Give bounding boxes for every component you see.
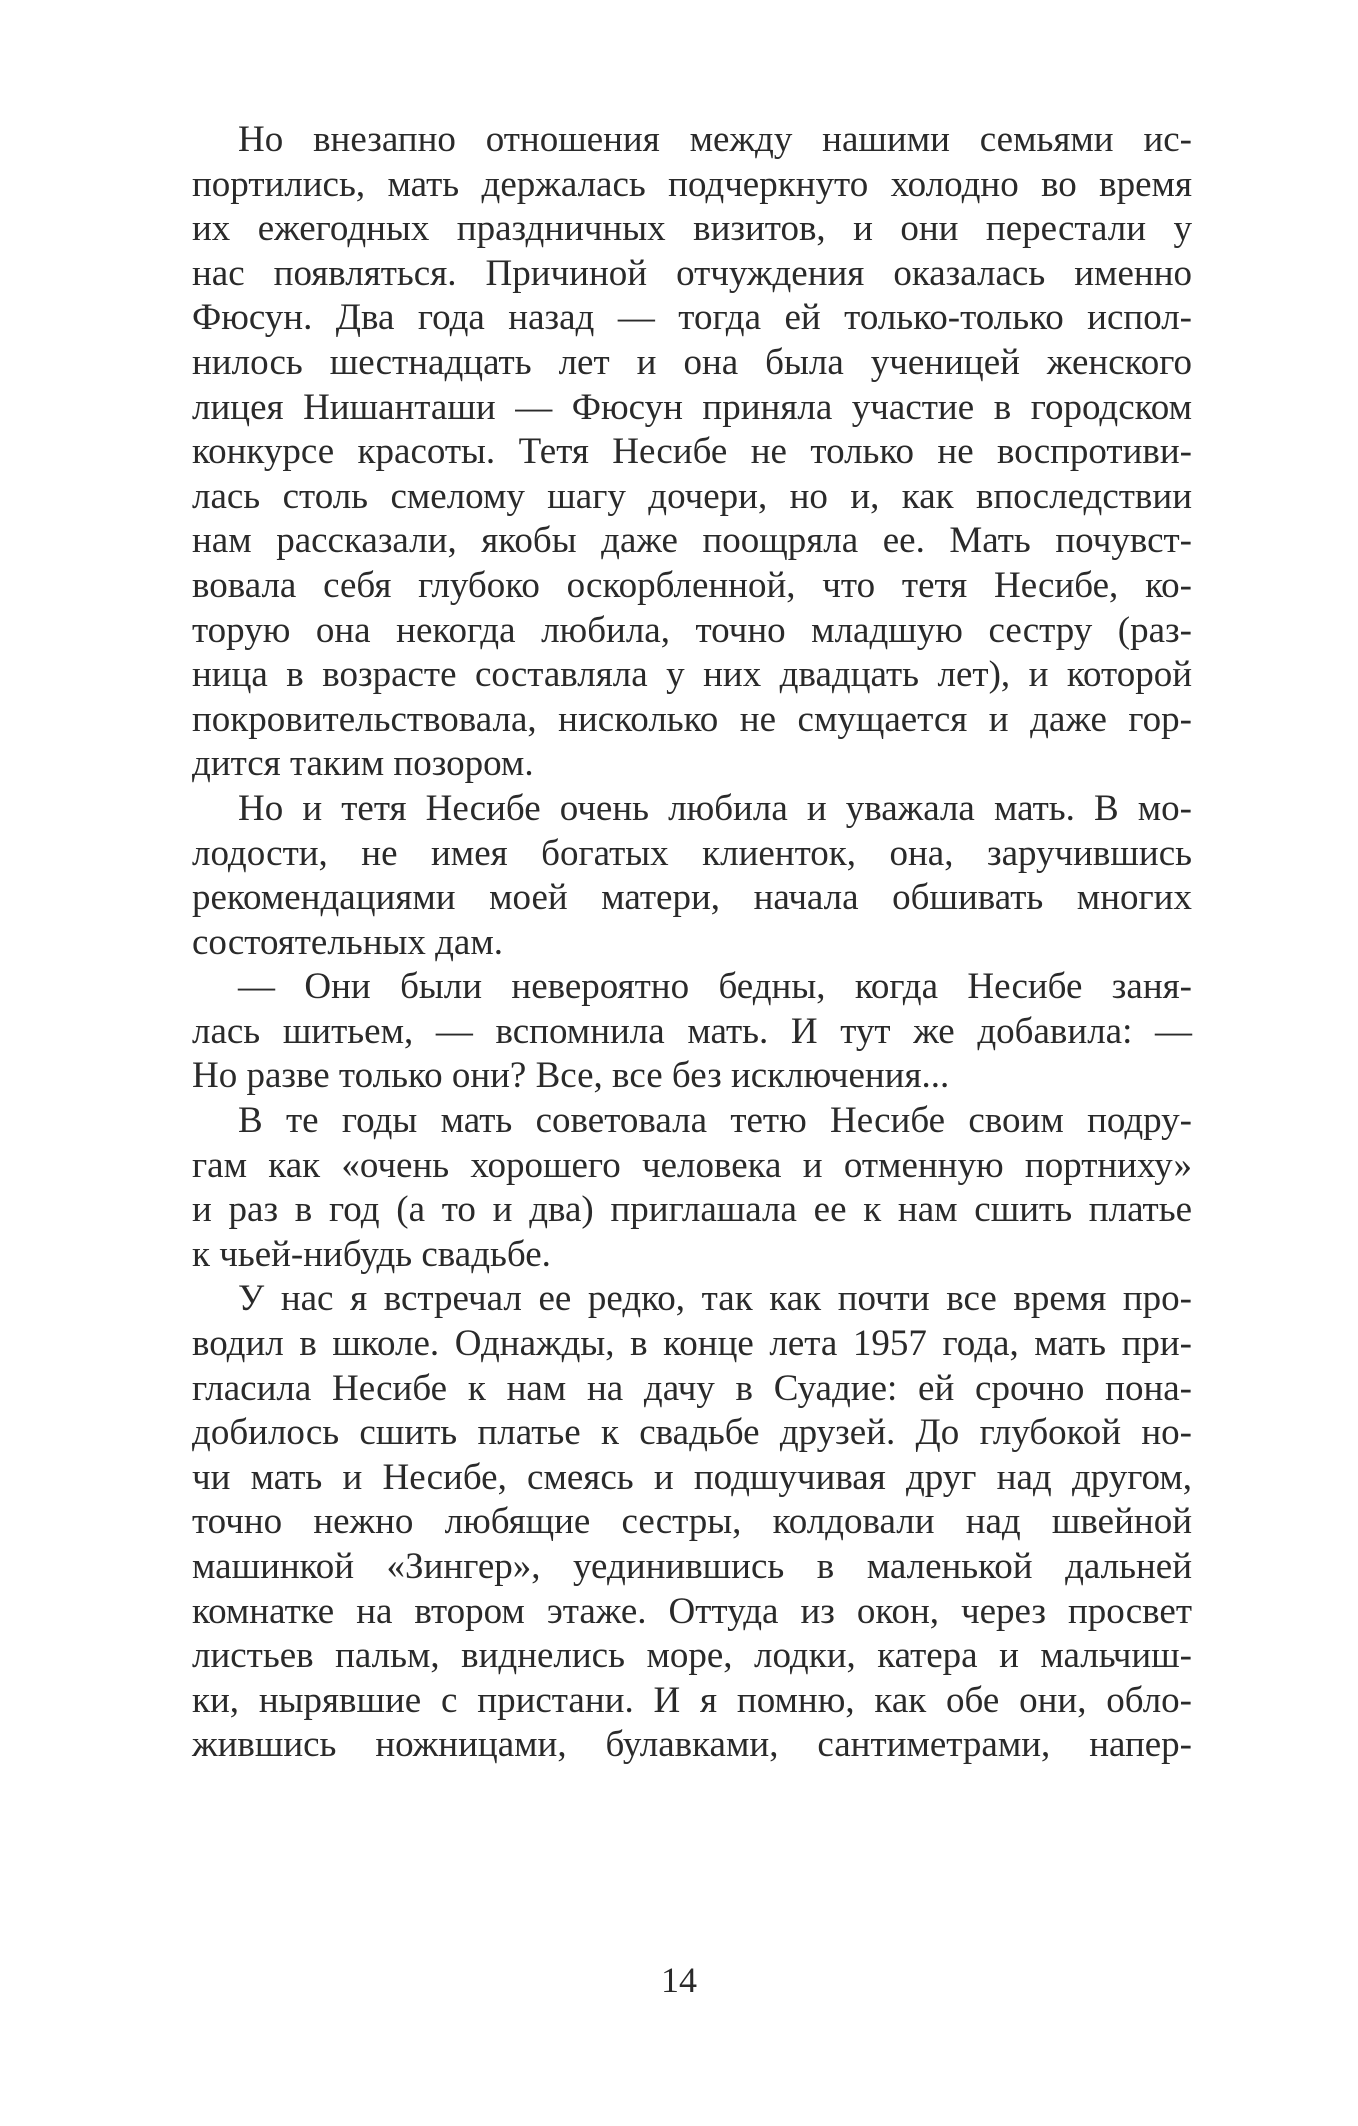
text-line: торую она некогда любила, точно младшую сестру (раз- <box>192 609 1192 651</box>
text-line: добилось сшить платье к свадьбе друзей. До глубокой но- <box>192 1412 1192 1454</box>
text-line: Фюсун. Два года назад — тогда ей только-только испол- <box>192 297 1192 339</box>
text-line: гласила Несибе к нам на дачу в Суадие: ей срочно пона- <box>192 1367 1192 1409</box>
text-line: Но разве только они? Все, все без исключения... <box>192 1055 950 1097</box>
text-line: покровительствовала, нисколько не смущается и даже гор- <box>192 698 1192 740</box>
text-line: ница в возрасте составляла у них двадцать лет), и которой <box>192 654 1192 696</box>
text-line: жившись ножницами, булавками, сантиметрами, напер- <box>192 1724 1192 1766</box>
text-line: лодости, не имея богатых клиенток, она, заручившись <box>192 832 1192 874</box>
text-line: комнатке на втором этаже. Оттуда из окон, через просвет <box>192 1590 1192 1632</box>
text-line: точно нежно любящие сестры, колдовали над швейной <box>192 1501 1192 1543</box>
text-line: лась шитьем, — вспомнила мать. И тут же добавила: — <box>192 1010 1192 1052</box>
text-line: к чьей-нибудь свадьбе. <box>192 1233 551 1275</box>
text-line: Но внезапно отношения между нашими семьями ис- <box>238 119 1192 160</box>
text-line: водил в школе. Однажды, в конце лета 1957 года, мать при- <box>192 1323 1192 1365</box>
text-line: листьев пальм, виднелись море, лодки, катера и мальчиш- <box>192 1635 1192 1677</box>
page-number: 14 <box>661 1960 697 2000</box>
text-line: У нас я встречал ее редко, так как почти все время про- <box>238 1278 1192 1320</box>
text-line: и раз в год (а то и два) приглашала ее к нам сшить платье <box>192 1189 1192 1231</box>
text-line: состоятельных дам. <box>192 921 504 963</box>
text-line: лицея Нишанташи — Фюсун приняла участие в городском <box>192 386 1192 428</box>
text-line: Но и тетя Несибе очень любила и уважала мать. В мо- <box>238 787 1192 829</box>
text-line: портились, мать держалась подчеркнуто холодно во время <box>192 163 1192 205</box>
text-line: вовала себя глубоко оскорбленной, что тетя Несибе, ко- <box>192 564 1192 606</box>
text-line: — Они были невероятно бедны, когда Несибе заня- <box>238 966 1192 1008</box>
text-line: нас появляться. Причиной отчуждения оказалась именно <box>192 252 1192 294</box>
text-line: машинкой «Зингер», уединившись в маленькой дальней <box>192 1546 1192 1587</box>
text-line: нам рассказали, якобы даже поощряла ее. Мать почувст- <box>192 520 1192 562</box>
page-text <box>192 118 1192 1768</box>
text-line: чи мать и Несибе, смеясь и подшучивая друг над другом, <box>192 1456 1192 1498</box>
text-line: ки, нырявшие с пристани. И я помню, как обе они, обло- <box>192 1679 1192 1721</box>
text-line: рекомендациями моей матери, начала обшивать многих <box>192 877 1192 919</box>
text-line: их ежегодных праздничных визитов, и они перестали у <box>192 208 1192 250</box>
text-line: гам как «очень хорошего человека и отменную портниху» <box>192 1144 1192 1186</box>
text-line: нилось шестнадцать лет и она была ученицей женского <box>192 341 1192 383</box>
text-line: лась столь смелому шагу дочери, но и, как впоследствии <box>192 475 1192 517</box>
text-line: В те годы мать советовала тетю Несибе своим подру- <box>238 1100 1192 1142</box>
text-line: дится таким позором. <box>192 743 534 785</box>
text-line: конкурсе красоты. Тетя Несибе не только не воспротиви- <box>192 431 1192 473</box>
